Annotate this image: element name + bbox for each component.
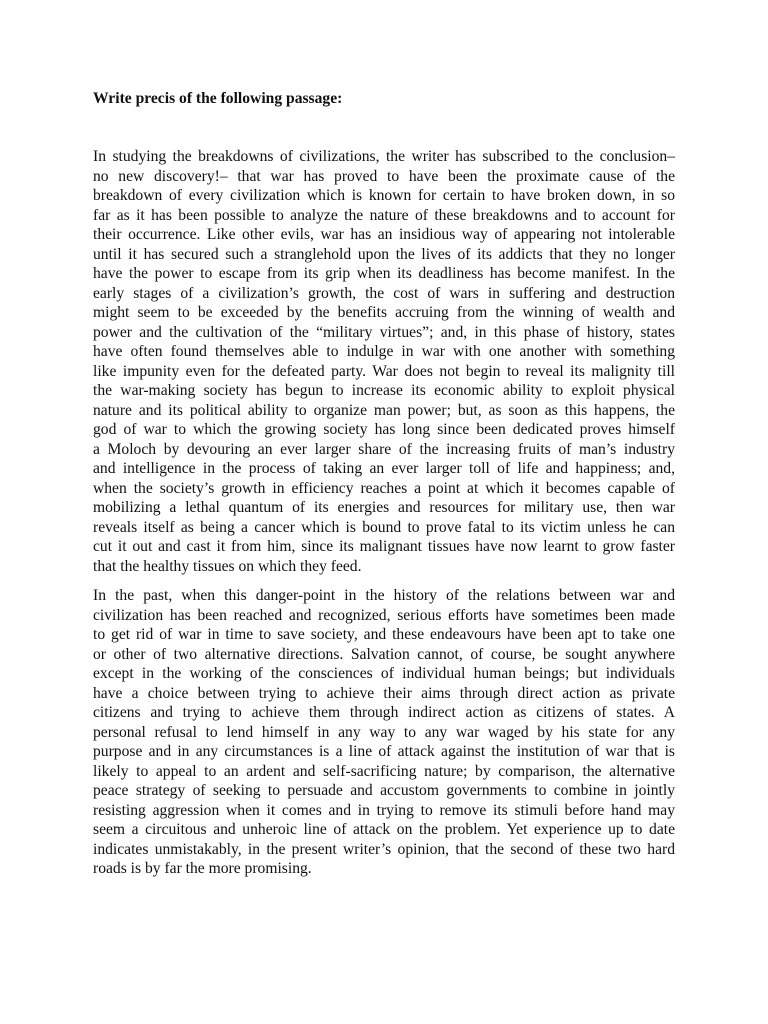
document-title: Write precis of the following passage: xyxy=(93,90,343,107)
text-line: nature and its political ability to organize man power; but, as soon as this happens, the xyxy=(93,401,675,419)
passage-paragraph-1 xyxy=(93,147,675,576)
text-line: no new discovery!– that war has proved to have been the proximate cause of the xyxy=(93,167,675,185)
text-line: purpose and in any circumstances is a line of attack against the institution of war that is xyxy=(93,743,675,760)
text-line: personal refusal to lend himself in any way to any war waged by his state for any xyxy=(93,723,675,741)
text-line: their occurrence. Like other evils, war has an insidious way of appearing not intolerable xyxy=(93,226,675,243)
text-line: and intelligence in the process of taking an ever larger toll of life and happiness; and, xyxy=(93,460,675,477)
text-line: power and the cultivation of the “military virtues”; and, in this phase of history, states xyxy=(93,323,675,341)
text-line: except in the working of the consciences of individual human beings; but individuals xyxy=(93,665,675,682)
text-line: far as it has been possible to analyze the nature of these breakdowns and to account for xyxy=(93,206,675,224)
text-line: a Moloch by devouring an ever larger share of the increasing fruits of man’s industry xyxy=(93,440,675,458)
text-line: have the power to escape from its grip when its deadliness has become manifest. In the xyxy=(93,265,675,282)
text-line: likely to appeal to an ardent and self-sacrificing nature; by comparison, the alternative xyxy=(93,762,675,780)
text-line: civilization has been reached and recognized, serious efforts have sometimes been made xyxy=(93,606,675,624)
text-line: god of war to which the growing society has long since been dedicated proves himself xyxy=(93,421,675,438)
text-line: or other of two alternative directions. Salvation cannot, of course, be sought anywhere xyxy=(93,645,675,663)
text-line: seem a circuitous and unheroic line of attack on the problem. Yet experience up to date xyxy=(93,821,675,838)
text-line: when the society’s growth in efficiency reaches a point at which it becomes capable of xyxy=(93,479,675,497)
text-line: early stages of a civilization’s growth, the cost of wars in suffering and destruction xyxy=(93,284,675,302)
text-line: mobilizing a lethal quantum of its energies and resources for military use, then war xyxy=(93,499,675,516)
text-line: breakdown of every civilization which is known for certain to have broken down, in so xyxy=(93,187,675,204)
text-line: that the healthy tissues on which they feed. xyxy=(93,557,362,575)
text-line: the war-making society has begun to increase its economic ability to exploit physical xyxy=(93,382,675,399)
text-line: like impunity even for the defeated party. War does not begin to reveal its malignity till xyxy=(93,362,675,380)
text-line: In the past, when this danger-point in the history of the relations between war and xyxy=(93,587,675,604)
text-line: peace strategy of seeking to persuade and accustom governments to combine in jointly xyxy=(93,782,675,799)
text-line: have often found themselves able to indulge in war with one another with something xyxy=(93,343,675,360)
text-line: have a choice between trying to achieve their aims through direct action as private xyxy=(93,684,675,702)
text-line: citizens and trying to achieve them through indirect action as citizens of states. A xyxy=(93,704,675,721)
text-line: until it has secured such a stranglehold upon the lives of its addicts that they no longer xyxy=(93,245,675,263)
text-line: In studying the breakdowns of civilizations, the writer has subscribed to the conclusion– xyxy=(93,148,675,165)
text-line: indicates unmistakably, in the present writer’s opinion, that the second of these two hard xyxy=(93,840,675,858)
text-line: resisting aggression when it comes and in trying to remove its stimuli before hand may xyxy=(93,801,675,819)
text-line: cut it out and cast it from him, since its malignant tissues have now learnt to grow faster xyxy=(93,538,675,555)
text-line: reveals itself as being a cancer which is bound to prove fatal to its victim unless he can xyxy=(93,518,675,536)
text-line: might seem to be exceeded by the benefits accruing from the winning of wealth and xyxy=(93,304,675,321)
passage-paragraph-2 xyxy=(93,586,675,879)
text-line: roads is by far the more promising. xyxy=(93,860,312,877)
text-line: to get rid of war in time to save society, and these endeavours have been apt to take one xyxy=(93,626,675,643)
